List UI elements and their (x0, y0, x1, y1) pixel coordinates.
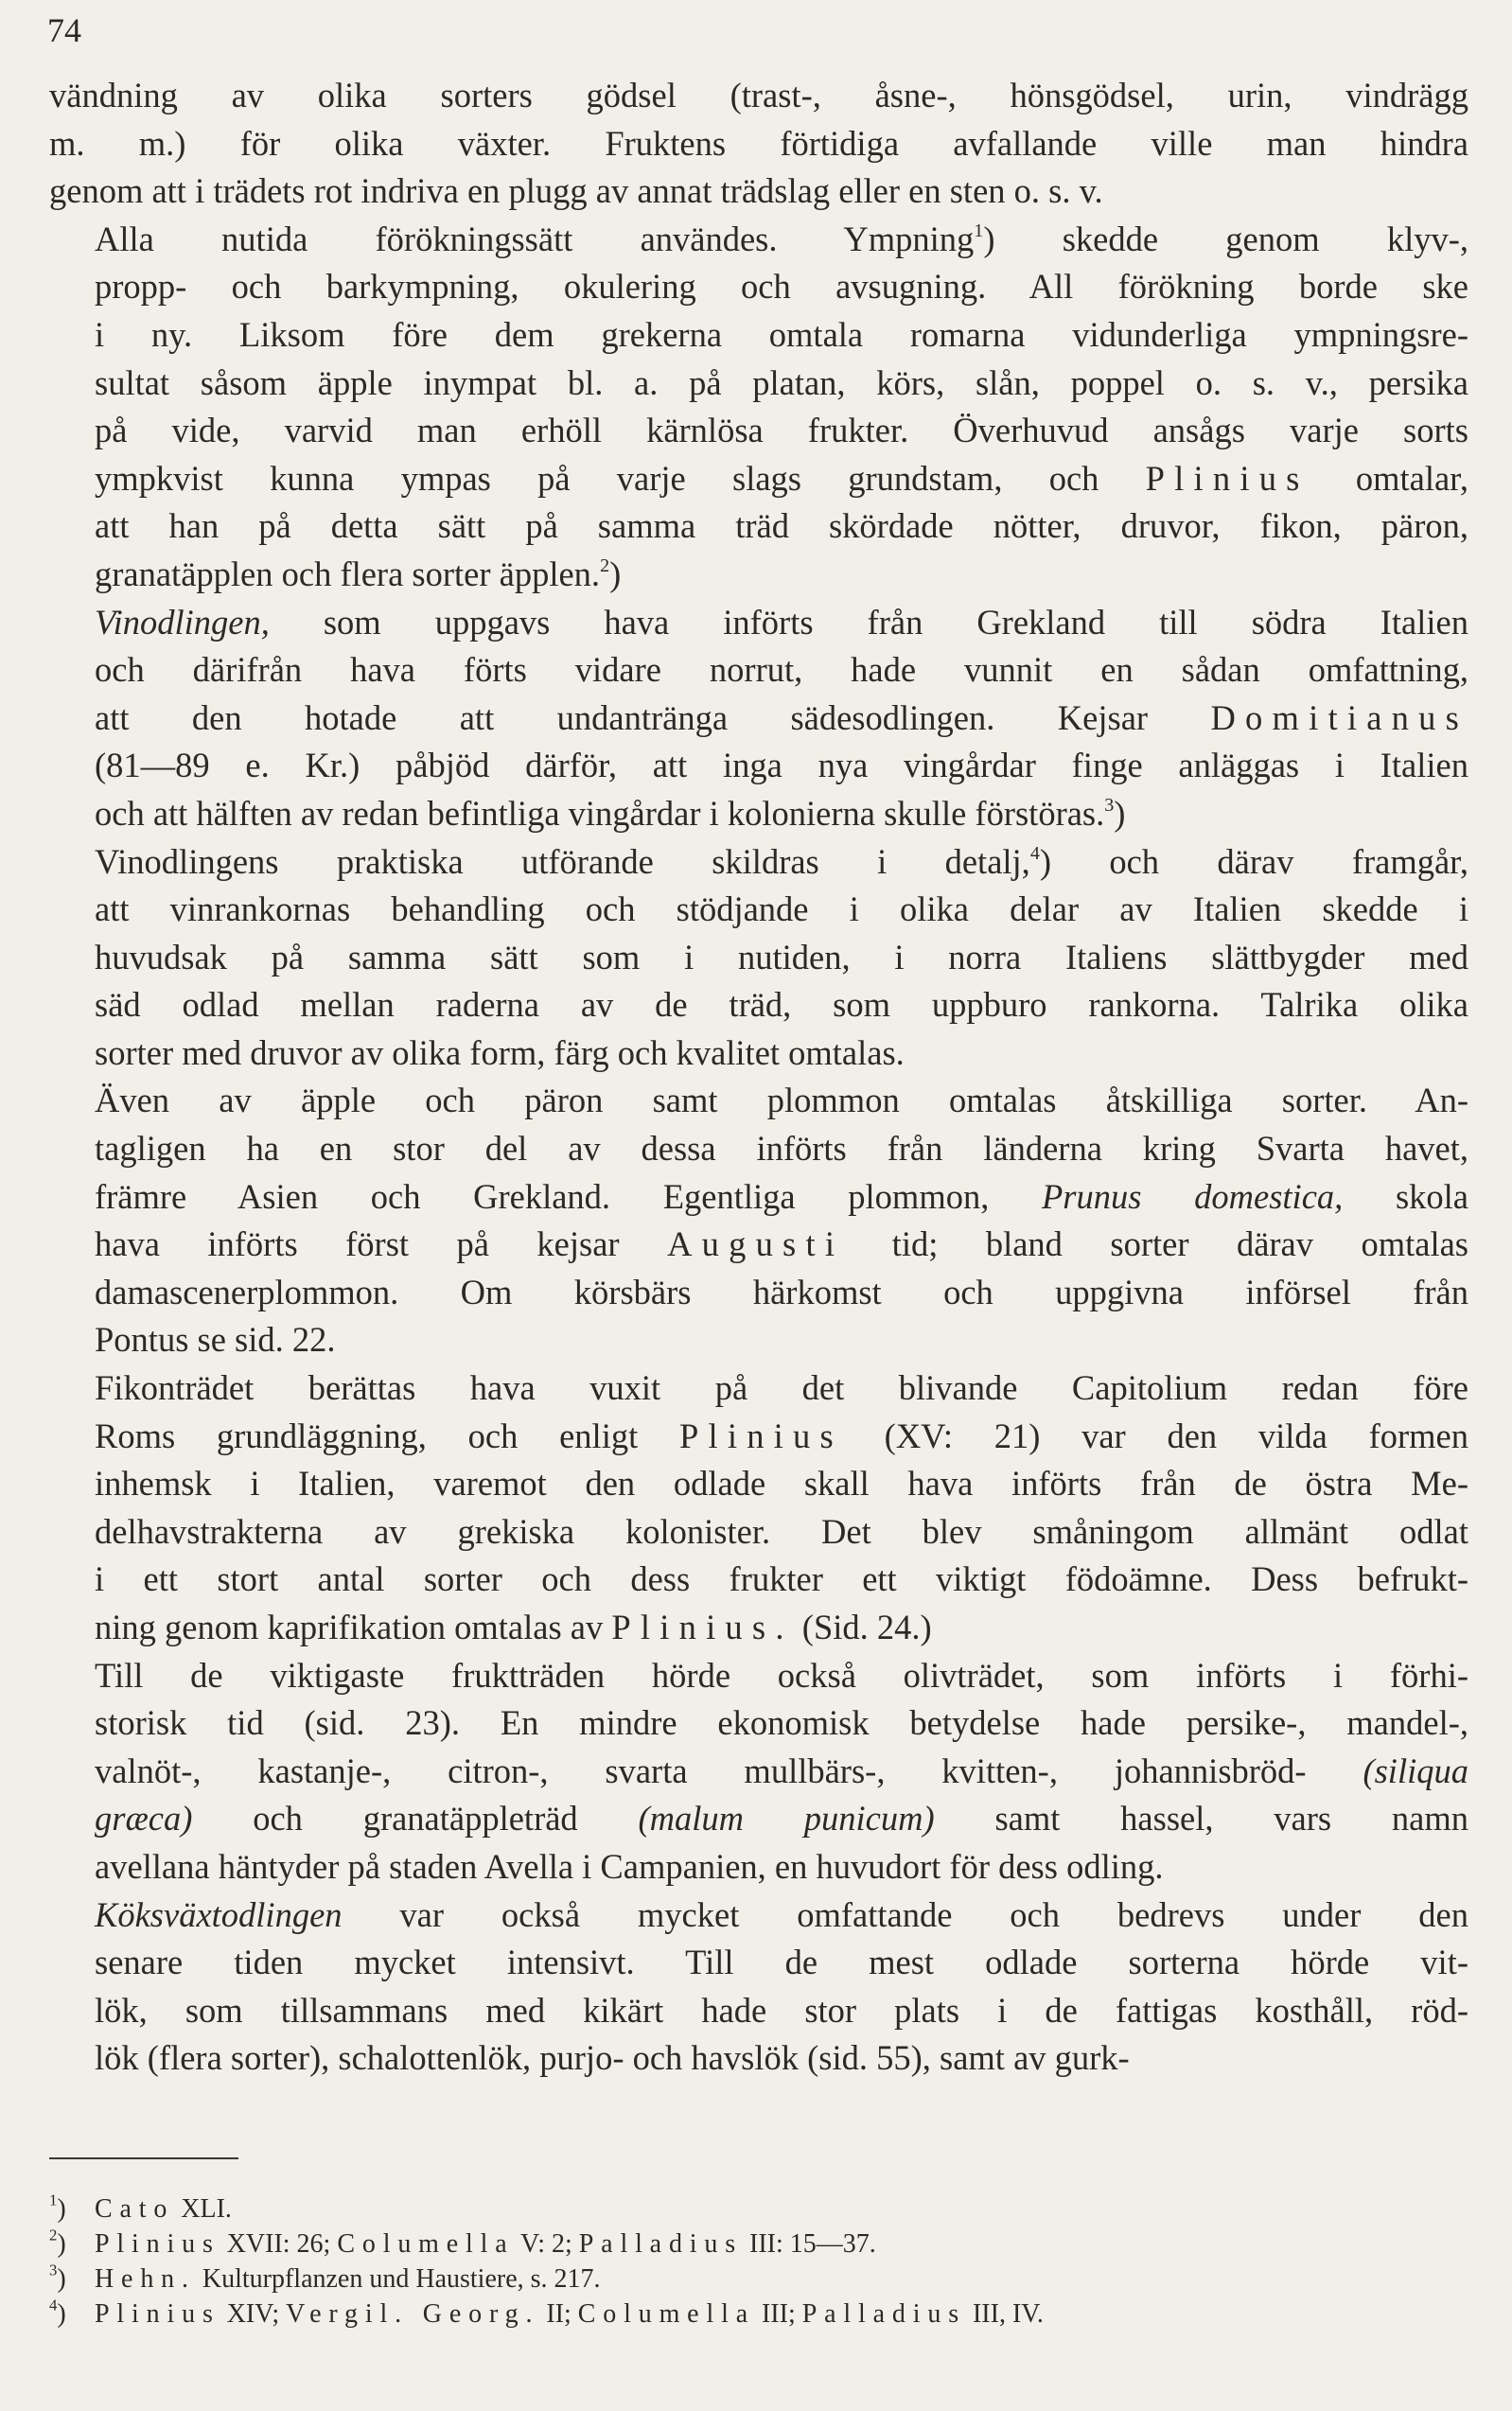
text-line (49, 838, 1468, 887)
text-run: Roms grundläggning, och enligt (95, 1416, 679, 1455)
text-run: ning genom kaprifikation omtalas av (95, 1608, 612, 1646)
text-run: granatäpplen och flera sorter äpplen. (95, 554, 601, 593)
text-run: ) (609, 554, 622, 593)
footnote-mark: $^1$) (49, 2191, 66, 2224)
text-line: sorter med druvor av olika form, färg och kvalitet omtalas. (95, 1032, 905, 1072)
text-line: Fikonträdet berättas hava vuxit på det blivande Capitolium redan före (95, 1368, 1468, 1408)
text-run: samt hassel, vars namn (934, 1799, 1468, 1839)
footnote-text: Cato (95, 2194, 175, 2224)
text-line: storisk tid (sid. 23). En mindre ekonomisk betydelse hade persike-, mandel-, (95, 1703, 1468, 1743)
footnote-text: XLI. (174, 2194, 232, 2224)
footnote-reference: 2 (600, 554, 610, 576)
footnote-text: III: 15—37. (743, 2229, 876, 2259)
text-line: att vinrankornas behandling och stödjande i olika delar av Italien skedde i (95, 889, 1468, 929)
text-line: m. m.) för olika växter. Fruktens förtidiga avfallande ville man hindra (49, 123, 1468, 163)
text-line: damascenerplommon. Om körsbärs härkomst och uppgivna införsel från (95, 1272, 1468, 1311)
text-line (49, 790, 1468, 838)
text-run: skola (1343, 1176, 1469, 1216)
text-run: omtalar, (1309, 458, 1468, 498)
text-line: sultat såsom äpple inympat bl. a. på platan, körs, slån, poppel o. s. v., persika (95, 362, 1468, 402)
text-line: vändning av olika sorters gödsel (trast-, åsne-, hönsgödsel, urin, vindrägg (49, 76, 1468, 114)
footnote-text: Columella (337, 2229, 515, 2259)
text-line (49, 455, 1468, 503)
footnote-text: Palladius (801, 2299, 966, 2329)
footnote-mark: $^2$) (49, 2226, 66, 2259)
text-line (49, 1748, 1468, 1796)
text-run: ) och därav framgår, (1039, 841, 1468, 881)
text-line: Pontus se sid. 22. (95, 1320, 336, 1360)
text-line: tagligen ha en stor del av dessa införts från länderna kring Svarta havet, (95, 1129, 1468, 1169)
text-line: huvudsak på samma sätt som i nutiden, i norra Italiens slättbygder med (95, 937, 1468, 977)
text-run: ) skedde genom klyv-, (983, 219, 1468, 258)
text-run: Vinodlingens praktiska utförande skildras i detalj, (95, 841, 1030, 881)
text-line (49, 599, 1468, 647)
paragraph (49, 838, 1468, 1078)
footnote-text: V: 2; (514, 2229, 579, 2259)
text-line: senare tiden mycket intensivt. Till de mest odlade sorterna hörde vit- (95, 1943, 1468, 1982)
paragraph (49, 1892, 1468, 2083)
footnote-text: III, IV. (965, 2299, 1044, 2329)
footnote-reference: 3 (1104, 794, 1115, 816)
text-line: genom att i trädets rot indriva en plugg av annat trädslag eller en sten o. s. v. (49, 171, 1103, 211)
footnote-text: Kulturpflanzen und Haustiere, s. 217. (195, 2264, 601, 2294)
text-run: græca) (95, 1799, 193, 1839)
footnote-rule (49, 2157, 238, 2159)
text-run: ympkvist kunna ympas på varje slags grundstam, och (95, 458, 1146, 498)
text-line: i ett stort antal sorter och dess frukter ett viktigt födoämne. Dess befrukt- (95, 1559, 1468, 1599)
text-line (49, 1413, 1468, 1461)
paragraph (49, 72, 1468, 216)
footnote (49, 2191, 1468, 2226)
text-line: på vide, varvid man erhöll kärnlösa frukter. Överhuvud ansågs varje sorts (95, 411, 1468, 450)
footnote-number: 4 (49, 2296, 58, 2314)
paragraph (49, 1364, 1468, 1652)
footnote-text: XVII: 26; (220, 2229, 338, 2259)
text-line: Även av äpple och päron samt plommon omtalas åtskilliga sorter. An- (95, 1081, 1468, 1120)
text-run: Prunus domestica, (1042, 1176, 1344, 1216)
text-line: (81—89 e. Kr.) påbjöd därför, att inga nya vingårdar finge anläggas i Italien (95, 746, 1468, 785)
text-line: avellana häntyder på staden Avella i Campanien, en huvudort för dess odling. (95, 1846, 1164, 1886)
footnote (49, 2297, 1468, 2332)
footnote-text: Palladius (578, 2229, 743, 2259)
text-run: Alla nutida förökningssätt användes. Ympning (95, 219, 975, 258)
footnote-number: 3 (49, 2261, 58, 2279)
text-run: och granatäppleträd (192, 1799, 639, 1839)
footnote-mark: $^4$) (49, 2296, 66, 2329)
footnote-reference: 4 (1029, 842, 1040, 864)
footnote (49, 2226, 1468, 2261)
footnote-number: 2 (49, 2226, 58, 2244)
text-run: Augusti (667, 1224, 845, 1264)
footnote-mark: $^3$) (49, 2261, 66, 2294)
text-line: inhemsk i Italien, varemot den odlade skall hava införts från de östra Me- (95, 1464, 1468, 1504)
footnote-text: Hehn. (95, 2264, 196, 2294)
text-run: Domitianus (1210, 697, 1468, 737)
text-line (49, 1892, 1468, 1940)
footnote-text: Plinius (95, 2229, 220, 2259)
text-line (49, 1604, 1468, 1652)
text-run: (Sid. 24.) (793, 1608, 932, 1646)
text-line: säd odlad mellan raderna av de träd, som uppburo rankorna. Talrika olika (95, 985, 1468, 1025)
text-line (49, 1795, 1468, 1843)
text-run: ) (1114, 793, 1126, 833)
text-line (49, 216, 1468, 264)
text-line: Till de viktigaste fruktträden hörde också olivträdet, som införts i förhi- (95, 1655, 1468, 1695)
text-line (49, 1221, 1468, 1269)
text-line: att han på detta sätt på samma träd skördade nötter, druvor, fikon, päron, (95, 506, 1468, 546)
footnote-text: III; (754, 2299, 802, 2329)
footnote-text: Vergil. Georg. (286, 2299, 540, 2329)
text-line (49, 551, 1468, 599)
footnote (49, 2261, 1468, 2297)
text-run: och att hälften av redan befintliga vingårdar i kolonierna skulle förstöras. (95, 793, 1105, 833)
text-line: delhavstrakterna av grekiska kolonister. Det blev småningom allmänt odlat (95, 1511, 1468, 1551)
text-run: främre Asien och Grekland. Egentliga plommon, (95, 1176, 1043, 1216)
text-line (49, 695, 1468, 743)
body-text (49, 72, 1468, 2083)
paragraph (49, 599, 1468, 838)
footnote-number: 1 (49, 2191, 58, 2209)
text-run: att den hotade att undantränga sädesodlingen. Kejsar (95, 697, 1211, 737)
text-line: propp- och barkympning, okulering och avsugning. All förökning borde ske (95, 267, 1468, 307)
text-run: (XV: 21) var den vilda formen (842, 1416, 1468, 1455)
text-line: och därifrån hava förts vidare norrut, hade vunnit en sådan omfattning, (95, 650, 1468, 690)
text-run: (siliqua (1363, 1751, 1468, 1790)
text-run: (malum punicum) (638, 1799, 935, 1839)
text-line: lök (flera sorter), schalottenlök, purjo- och havslök (sid. 55), samt av gurk- (95, 2038, 1130, 2078)
text-run: Köksväxtodlingen (95, 1894, 343, 1934)
text-run: Plinius (678, 1416, 843, 1455)
footnote-reference: 1 (974, 220, 984, 241)
text-line: lök, som tillsammans med kikärt hade stor plats i de fattigas kosthåll, röd- (95, 1990, 1468, 2030)
page-number: 74 (47, 11, 81, 49)
text-run: Plinius (1145, 458, 1310, 498)
text-run: hava införts först på kejsar (95, 1224, 668, 1264)
footnote-text: Columella (577, 2299, 755, 2329)
footnote-text: XIV; (220, 2299, 287, 2329)
paragraph (49, 216, 1468, 599)
footnote-text: II; (539, 2299, 578, 2329)
text-line (49, 1173, 1468, 1222)
text-run: var också mycket omfattande och bedrevs under den (342, 1894, 1468, 1934)
text-line: i ny. Liksom före dem grekerna omtala romarna vidunderliga ympningsre- (95, 314, 1468, 354)
paragraph (49, 1077, 1468, 1364)
footnote-text: Plinius (95, 2299, 220, 2329)
footnotes (49, 2191, 1468, 2332)
text-run: Vinodlingen, (95, 602, 270, 642)
text-run: som uppgavs hava införts från Grekland till södra Italien (269, 602, 1468, 642)
text-run: tid; bland sorter därav omtalas (844, 1224, 1469, 1264)
text-run: Plinius. (611, 1608, 794, 1646)
paragraph (49, 1652, 1468, 1892)
text-run: valnöt-, kastanje-, citron-, svarta mullbärs-, kvitten-, johannisbröd- (95, 1751, 1363, 1790)
